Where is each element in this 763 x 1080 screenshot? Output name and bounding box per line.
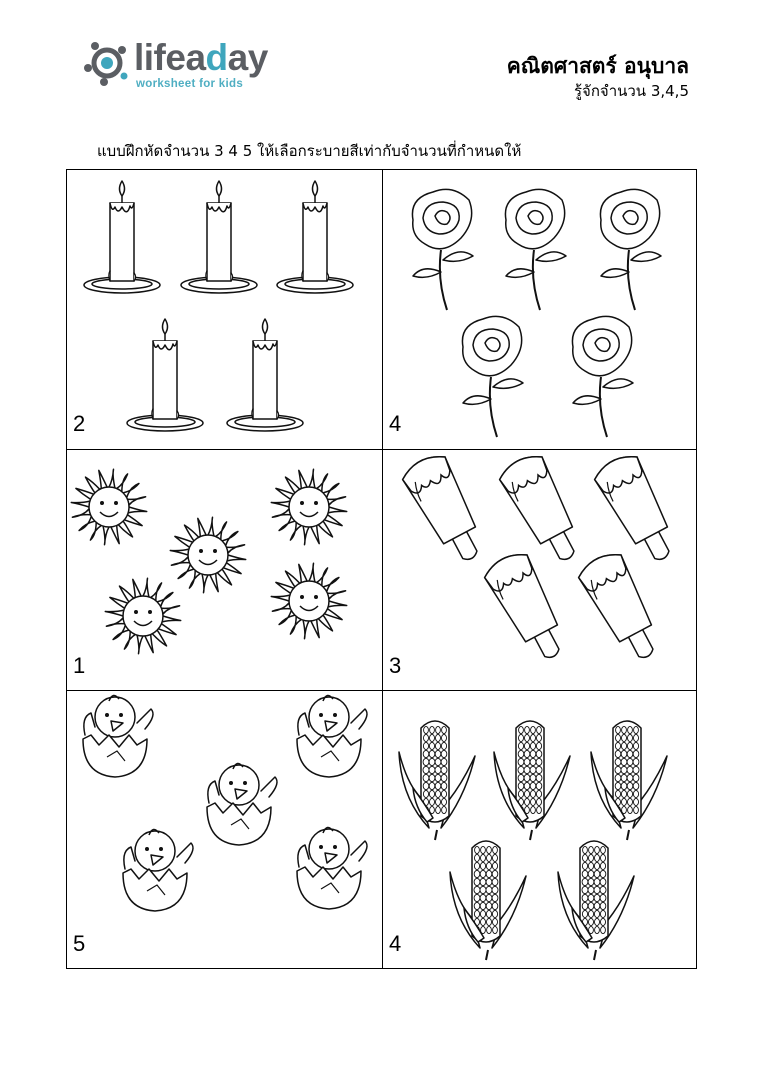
cell-number: 2 xyxy=(73,411,86,436)
popsicle-picture xyxy=(591,450,685,570)
cell-number: 1 xyxy=(73,653,86,678)
page-subtitle: รู้จักจำนวน 3,4,5 xyxy=(573,82,689,100)
rose-picture xyxy=(505,189,566,310)
candle-pictures xyxy=(67,170,382,449)
cell-number: 4 xyxy=(389,931,402,956)
popsicle-picture xyxy=(399,450,493,570)
cell-popsicles[interactable] xyxy=(383,450,698,690)
chick-picture xyxy=(297,827,367,909)
cell-corn[interactable] xyxy=(383,691,698,970)
candle-picture xyxy=(181,181,257,293)
corn-picture xyxy=(494,721,570,840)
corn-picture xyxy=(450,841,526,960)
sun-picture xyxy=(271,469,346,544)
sun-picture xyxy=(271,563,346,638)
candle-picture xyxy=(277,181,353,293)
popsicle-picture xyxy=(481,548,575,668)
chick-pictures xyxy=(67,691,382,970)
corn-picture xyxy=(558,841,634,960)
rose-pictures xyxy=(383,170,698,449)
cell-chicks[interactable] xyxy=(67,691,382,970)
rose-picture xyxy=(412,189,473,310)
logo-tagline: worksheet for kids xyxy=(136,78,244,90)
popsicle-picture xyxy=(496,450,590,570)
logo-molecule-icon xyxy=(82,38,132,88)
chick-picture xyxy=(297,695,367,777)
sun-pictures xyxy=(67,450,382,690)
cell-number: 4 xyxy=(389,411,402,436)
popsicle-pictures xyxy=(383,450,698,690)
logo xyxy=(82,38,272,98)
chick-picture xyxy=(83,695,153,777)
instruction-text: แบบฝึกหัดจำนวน 3 4 5 ให้เลือกระบายสีเท่ากับจำนวนที่กำหนดให้ xyxy=(97,142,522,160)
cell-number: 3 xyxy=(389,653,402,678)
rose-picture xyxy=(572,316,633,437)
sun-picture xyxy=(105,578,180,653)
candle-picture xyxy=(84,181,160,293)
cell-number: 5 xyxy=(73,931,86,956)
chick-picture xyxy=(123,829,193,911)
candle-picture xyxy=(227,319,303,431)
cell-roses[interactable] xyxy=(383,170,698,449)
corn-pictures xyxy=(383,691,698,970)
chick-picture xyxy=(207,763,277,845)
rose-picture xyxy=(462,316,523,437)
logo-wordmark: lifeaday xyxy=(134,37,268,78)
popsicle-picture xyxy=(575,548,669,668)
cell-candles[interactable] xyxy=(67,170,382,449)
cell-suns[interactable] xyxy=(67,450,382,690)
exercise-grid xyxy=(66,169,697,969)
corn-picture xyxy=(399,721,475,840)
candle-picture xyxy=(127,319,203,431)
sun-picture xyxy=(170,517,245,592)
sun-picture xyxy=(71,469,146,544)
page-title: คณิตศาสตร์ อนุบาล xyxy=(506,54,689,78)
corn-picture xyxy=(591,721,667,840)
rose-picture xyxy=(600,189,661,310)
